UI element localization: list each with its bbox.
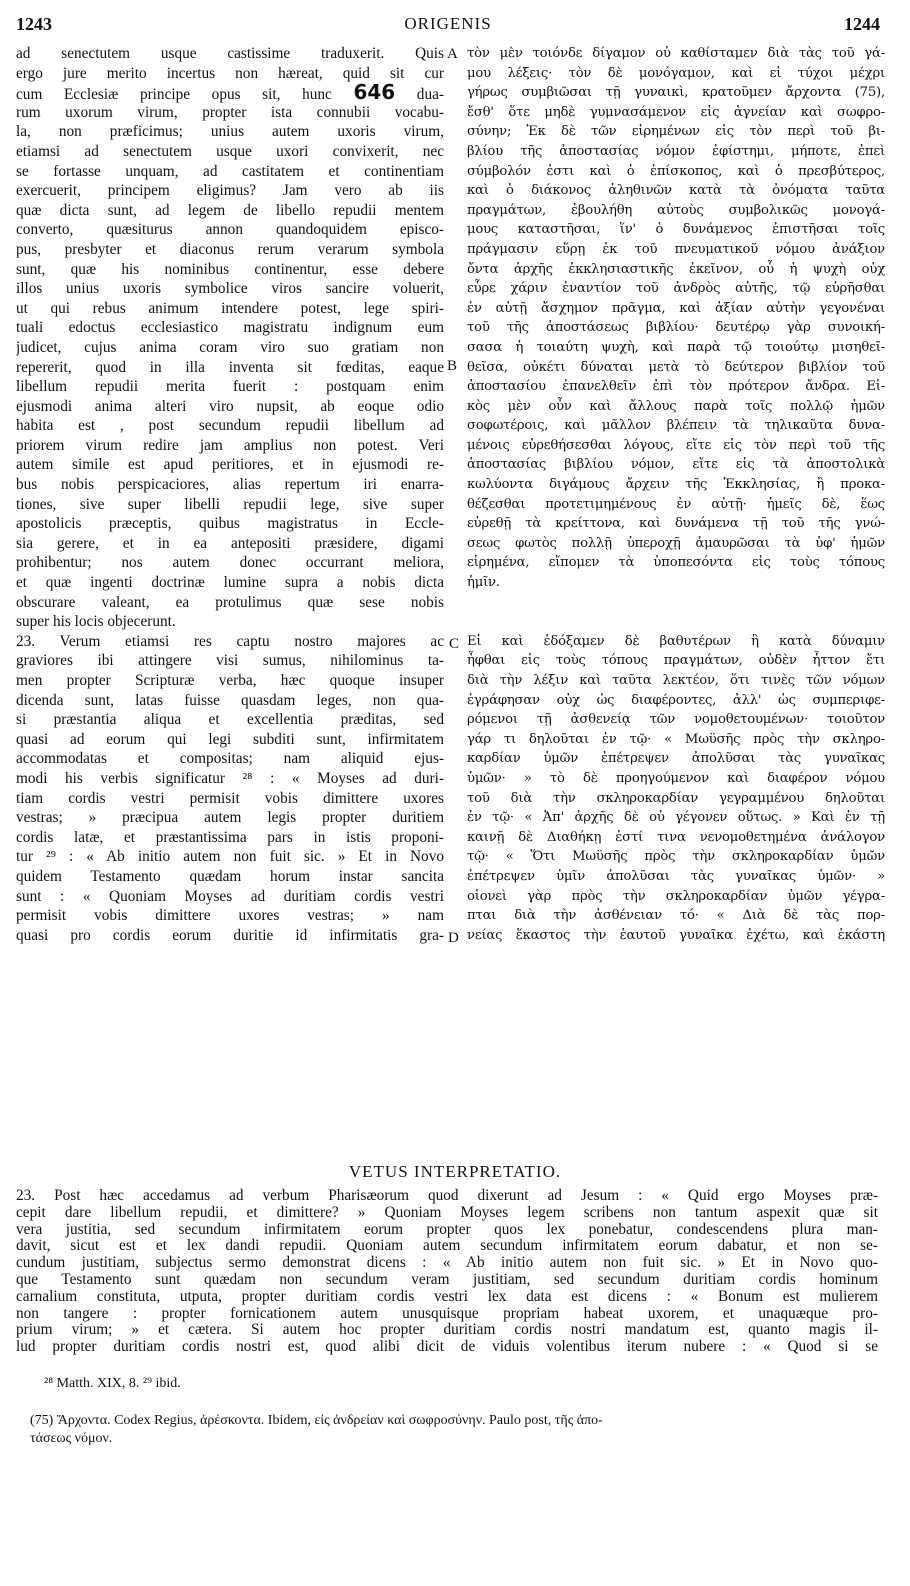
greek-line: οἱονεὶ γὰρ πρὸς τὴν σκληροκαρδίαν ὑμῶν γέγρα-: [467, 888, 885, 904]
greek-column: [467, 44, 885, 945]
margin-marker-c: C: [449, 636, 460, 652]
latin-line: super his locis objecerunt.: [16, 613, 176, 631]
vetus-line: prium virum; » et cætera. Si autem hoc propter duritiam cordis nostri mandatum est, quanto magis il-: [16, 1322, 878, 1339]
latin-line: sunt : « Quoniam Moyses ad duritiam cordis vestri: [16, 887, 444, 905]
greek-line: γάρ τι δηλοῦται ἐν τῷ· « Μωϋσῆς πρὸς τὴν σκληρο-: [467, 731, 885, 747]
latin-column: [16, 44, 444, 945]
latin-line: bus nobis perspicaciores, alias repertum iri enarra-: [16, 476, 444, 494]
greek-line: ὑμῶν· » τὸ δὲ προηγούμενον καὶ διαφέρον νόμου: [467, 770, 885, 786]
greek-line: ἔσθ' ὅτε μηδὲ γυμνασάμενον εἰς ἁγνείαν καὶ σωφρο-: [467, 104, 885, 120]
greek-line: πράγμασιν εὕρῃ ἐκ τοῦ πνευματικοῦ νόμου ἀνάξιον: [467, 241, 885, 257]
vetus-line: lud propter duritiam cordis nostri est, quod alibi dicit de viduis volentibus iterum nubere : « Quod si se: [16, 1339, 878, 1356]
greek-line: εὗρε χάριν ἐναντίον τοῦ ἀνδρὸς αὐτῆς, τῷ εὑρῆσθαι: [467, 281, 885, 297]
greek-line: θεῖσα, οὐκέτι δύναται μετὰ τὸ δεύτερον βιβλίον τοῦ: [467, 359, 885, 375]
latin-line: permisit vobis dimittere uxores vestras; » nam: [16, 907, 444, 925]
greek-line: σασα ἡ τοιαύτη ψυχὴ, καὶ παρὰ τῷ τοιούτῳ μισηθεῖ-: [467, 339, 885, 355]
latin-line: men propter Scripturæ verba, hæc quoque insuper: [16, 672, 444, 689]
margin-marker-d: D: [448, 930, 459, 946]
latin-line: autem simile est apud peritiores, et in ejusmodi re-: [16, 456, 444, 474]
latin-line: ad senectutem usque castissime traduxerit. Quis: [16, 45, 444, 62]
latin-line: se fortasse unquam, ad castitatem et continentiam: [16, 162, 444, 180]
greek-line: καὶ ὁ διάκονος ἀληθινῶν κατὰ τὰ ὀνόματα ταῦτα: [467, 183, 885, 199]
latin-line: si præstantia aliqua et excellentia præditas, sed: [16, 711, 444, 729]
note-line: (75) Ἄρχοντα. Codex Regius, ἀρέσκοντα. Ibidem, εἰς ἀνδρείαν καὶ σωφροσύνην. Paulo post, τῆς ἀπο-: [30, 1413, 603, 1428]
page-number-left: 1243: [16, 14, 52, 34]
vetus-line: carnalium constituta, utputa, propter duritiam cordis vestri lex data est dicens : « Bonum est mulierem: [16, 1288, 878, 1305]
latin-line: prohibentur; nos autem donec occurrant meliora,: [16, 554, 444, 572]
greek-line: ρόμενοι τῇ ἀσθενείᾳ τῶν νομοθετουμένων· τοιοῦτον: [467, 712, 885, 728]
greek-line: τὸν μὲν τοιόνδε δίγαμον οὐ καθίσταμεν διὰ τὰς τοῦ γά-: [467, 46, 885, 61]
latin-line: vestras; » præcipua autem legis propter duritiem: [16, 809, 444, 827]
latin-line: ergo jure merito incertus non hæreat, quid sit cur: [16, 64, 444, 82]
greek-line: ἡμῖν.: [467, 575, 500, 591]
greek-line: ἐπέτρεψεν ὑμῖν ἀπολῦσαι τὰς γυναῖκας ὑμῶν· »: [467, 868, 885, 884]
greek-line: πται διὰ τὴν ἀσθένειαν τό· « Διὰ δὲ τὰς πορ-: [467, 908, 885, 924]
greek-line: μένοις εὑρεθήσεσθαι λόγους, εἴτε εἰς τὸν περὶ τοῦ τῆς: [467, 437, 885, 453]
latin-line: converto, quæsiturus annon quandoquidem episco-: [16, 221, 444, 239]
greek-line: ἐν τῷ· « Ἀπ' ἀρχῆς δὲ οὐ γέγονεν οὕτως. » Καὶ ἐν τῇ: [467, 810, 885, 826]
latin-line: quasi pro cordis eorum duritie id infirmitatis gra-: [16, 926, 444, 944]
greek-line: διὰ τὴν λέξιν καὶ ταῦτα λεκτέον, ὅτι τινὲς τῶν νόμων: [467, 673, 885, 688]
vetus-line: que Testamento sunt quædam non secundum veram justitiam, sed secundum duritiam cordis hominum: [16, 1271, 878, 1288]
greek-line: σύνην; Ἐκ δὲ τῶν εἰρημένων εἰς τὸν περὶ τοῦ βι-: [467, 124, 885, 140]
greek-line: βλίου τῆς ἀποστασίας νόμον ἐφίστημι, μήποτε, ἐπεὶ: [467, 143, 885, 159]
latin-line: libellum repudii merita fuerit : postquam enim: [16, 378, 444, 396]
latin-line: priorem virum redire jam amplius non potest. Veri: [16, 436, 444, 454]
greek-line: θέζεσθαι προτετιμημένους ἐν αὐτῇ· ἡμεῖς δὲ, ἕως: [467, 496, 885, 512]
greek-line: τοῦ τῆς ἀποστάσεως βιβλίου· δευτέρῳ γὰρ συνοική-: [467, 320, 885, 336]
greek-line: [467, 612, 885, 632]
latin-line: pus, presbyter et diaconus rerum verarum symbola: [16, 240, 444, 258]
greek-line: πραγμάτων, ἐβουλήθη αὐτοὺς συμβολικῶς μονογά-: [467, 202, 885, 218]
greek-line: κωλύοντα διγάμους ἄρχειν τῆς Ἐκκλησίας, ἢ προκα-: [467, 477, 885, 493]
latin-line: habita est , post secundum repudii libellum ad: [16, 417, 444, 435]
greek-line: γήρως συμβιῶσαι τῇ γυναικὶ, κρατοῦμεν ἄρχοντα (75),: [467, 85, 885, 101]
column-number-marker: 646: [353, 83, 396, 103]
latin-line: cordis latæ, et præstantissima pars in istis proponi-: [16, 828, 444, 846]
greek-line: σοφωτέροις, καὶ μᾶλλον βλέπειν τὰ τηλικαῦτα δυνα-: [467, 418, 885, 434]
latin-line: rum uxorum virum, propter ista connubii vocabu-: [16, 103, 444, 121]
latin-line: ejusmodi anima alteri viro nupsit, ab eoque odio: [16, 397, 444, 415]
greek-line: νείας ἕκαστος τὴν ἑαυτοῦ γυναῖκα ἐχέτω, καὶ ἑκάστη: [467, 927, 885, 943]
margin-marker-b: B: [447, 358, 458, 374]
greek-line: σύμβολόν ἐστι καὶ ὁ ἐπίσκοπος, καὶ ὁ πρεσβύτερος,: [467, 163, 885, 179]
editorial-notes: [30, 1412, 880, 1448]
latin-line: quæ dicta sunt, ad legem de libello repudii mentem: [16, 201, 444, 219]
greek-line: εἰρημένα, εἴπομεν τὰ ὑποπεσόντα εἰς τοὺς τόπους: [467, 555, 885, 571]
greek-line: κὸς μὲν οὖν καὶ ἄλλους παρὰ τοῖς πολλῷ ἡμῶν: [467, 398, 885, 414]
vetus-line: non tangere : propter fornicationem autem unusquisque propriam habeat uxorem, et unaquæque pro-: [16, 1305, 878, 1322]
greek-line: μου λέξεις· τὸν δὲ μονόγαμον, καὶ εἰ τύχοι μέχρι: [467, 65, 885, 81]
latin-line: obscurare valeant, ea protulimus quæ sese nobis: [16, 593, 444, 611]
page-number-right: 1244: [844, 14, 880, 34]
latin-line: accommodatas et compositas; nam aliquid ejus-: [16, 750, 444, 768]
margin-marker-a: A: [447, 46, 458, 62]
latin-line: tiones, sive super libelli repudii lege, sive super: [16, 495, 444, 513]
vetus-line: davit, sicut est et lex dandi repudii. Quoniam autem secundum infirmitatem eorum dabatur, et non se-: [16, 1238, 878, 1255]
vetus-line: cundum justitiam, subjectus sermo demonstrat dicens : « Ab initio autem non fuit sic. » Et in Novo quo-: [16, 1255, 878, 1272]
page-header: [16, 14, 880, 40]
greek-line: μους καταστῆσαι, ἵν' ὁ δυνάμενος ἐπιστῆσαι τοῖς: [467, 222, 885, 238]
latin-line: 23. Verum etiamsi res captu nostro majores ac: [16, 632, 444, 650]
greek-line: ἐν αὐτῇ ἄσχημον πρᾶγμα, καὶ ἀξίαν αὐτὴν γεγονέναι: [467, 300, 885, 316]
vetus-line: vera justitia, sed secundum infirmitatem eorum propter quos lex ponebatur, condescendens plura man-: [16, 1221, 878, 1238]
latin-line: quasi ad eorum qui legi subditi sunt, infirmitatem: [16, 730, 444, 748]
latin-line: exercuerit, principem eligimus? Jam vero ab iis: [16, 182, 444, 200]
greek-line: τῷ· « Ὅτι Μωϋσῆς πρὸς τὴν σκληροκαρδίαν ὑμῶν: [467, 849, 885, 865]
vetus-line: cepit dare libellum repudii, et dimittere? » Quoniam Moyses legem scribens non tantum aspexit quæ sit: [16, 1204, 878, 1221]
latin-line: graviores ibi attingere visi sumus, nihilominus ta-: [16, 652, 444, 670]
greek-line: καρδίαν ὑμῶν ἐπέτρεψεν ἀπολῦσαι τὰς γυναῖκας: [467, 751, 885, 767]
latin-line: repererit, quod in illa inventa sit fœditas, eaque: [16, 358, 444, 376]
greek-line: εὑρεθῇ τὰ κρείττονα, καὶ δυνάμενα τῇ τοῦ τῆς γνώ-: [467, 516, 885, 532]
latin-line: et quæ ingenti doctrinæ lumine supra a nobis dicta: [16, 574, 444, 592]
greek-line: Εἰ καὶ ἐδόξαμεν δὲ βαθυτέρων ἢ κατὰ δύναμιν: [467, 633, 885, 649]
latin-line: tiam cordis vestri permisit vobis dimittere uxores: [16, 789, 444, 807]
latin-line: judicet, cujus anima coram viro suo gratiam non: [16, 338, 444, 356]
greek-line: ὄντα ἀρχῆς ἐκκλησιαστικῆς ἐκεῖνον, οὗ ἡ ψυχὴ οὐχ: [467, 261, 885, 277]
running-title: ORIGENIS: [404, 14, 492, 33]
greek-line: ἐγράφησαν οὐχ ὡς διαφέροντες, ἀλλ' ὡς συμπεριφε-: [467, 692, 885, 708]
latin-line: apostolicis præceptis, quibus magistratus in Eccle-: [16, 515, 444, 533]
greek-line: σεως φωτὸς πολλῇ ὑπεροχῇ ἀμαυρῶσαι τὰ ὑφ' ἡμῶν: [467, 535, 885, 551]
latin-line: cum Ecclesiæ principe opus sit, hunc 646 dua-: [16, 83, 444, 103]
latin-line: sunt, quæ his nominibus continentur, esse debere: [16, 260, 444, 278]
latin-line: modi his verbis significatur ²⁸ : « Moyses ad duri-: [16, 769, 444, 787]
vetus-interpretatio-title: VETUS INTERPRETATIO.: [348, 1162, 562, 1181]
latin-line: la, non præficimus; unius autem uxoris virum,: [16, 123, 444, 141]
latin-line: sia gerere, et in ea antepositi præsidere, digami: [16, 534, 444, 552]
latin-line: tuali edoctus ecclesiastico magistratu indignum eum: [16, 319, 444, 337]
greek-line: [467, 593, 885, 613]
greek-line: ἀποστασίας βιβλίου νόμον, εἴτε εἰς τὰ ἀποστολικὰ: [467, 457, 885, 473]
latin-line: quidem Testamento quædam horum instar sancita: [16, 867, 444, 885]
vetus-interpretatio-text: [16, 1188, 878, 1356]
greek-line: ἧφθαι εἰς τοὺς τόπους πραγμάτων, οὐδὲν ἧττον ἔτι: [467, 653, 885, 669]
latin-line: tur ²⁹ : « Ab initio autem non fuit sic. » Et in Novo: [16, 848, 444, 866]
note-line: τάσεως νόμον.: [30, 1431, 113, 1446]
greek-line: ἀποστασίου ἐπανελθεῖν ἐπὶ τὸν πρότερον ἄνδρα. Εἰ-: [467, 379, 885, 395]
latin-line: illos unius uxoris symbolice viros sancire voluerit,: [16, 280, 444, 298]
greek-line: καινῇ δὲ Διαθήκῃ ἐστί τινα νενομοθετημένα ἀνάλογον: [467, 829, 885, 845]
footnotes: ²⁸ Matth. XIX, 8. ²⁹ ibid.: [44, 1376, 181, 1391]
latin-line: ut qui rebus animum intendere potest, lege spiri-: [16, 299, 444, 317]
latin-line: dicenda sunt, latas fuisse quasdam leges, non qua-: [16, 691, 444, 709]
latin-line: etiamsi ad senectutem usque uxori convixerit, nec: [16, 142, 444, 160]
vetus-line: 23. Post hæc accedamus ad verbum Pharisæorum quod dixerunt ad Jesum : « Quid ergo Moyses præ-: [16, 1188, 878, 1204]
greek-line: τοῦ διὰ τὴν σκληροκαρδίαν γεγραμμένου δηλοῦται: [467, 790, 885, 806]
